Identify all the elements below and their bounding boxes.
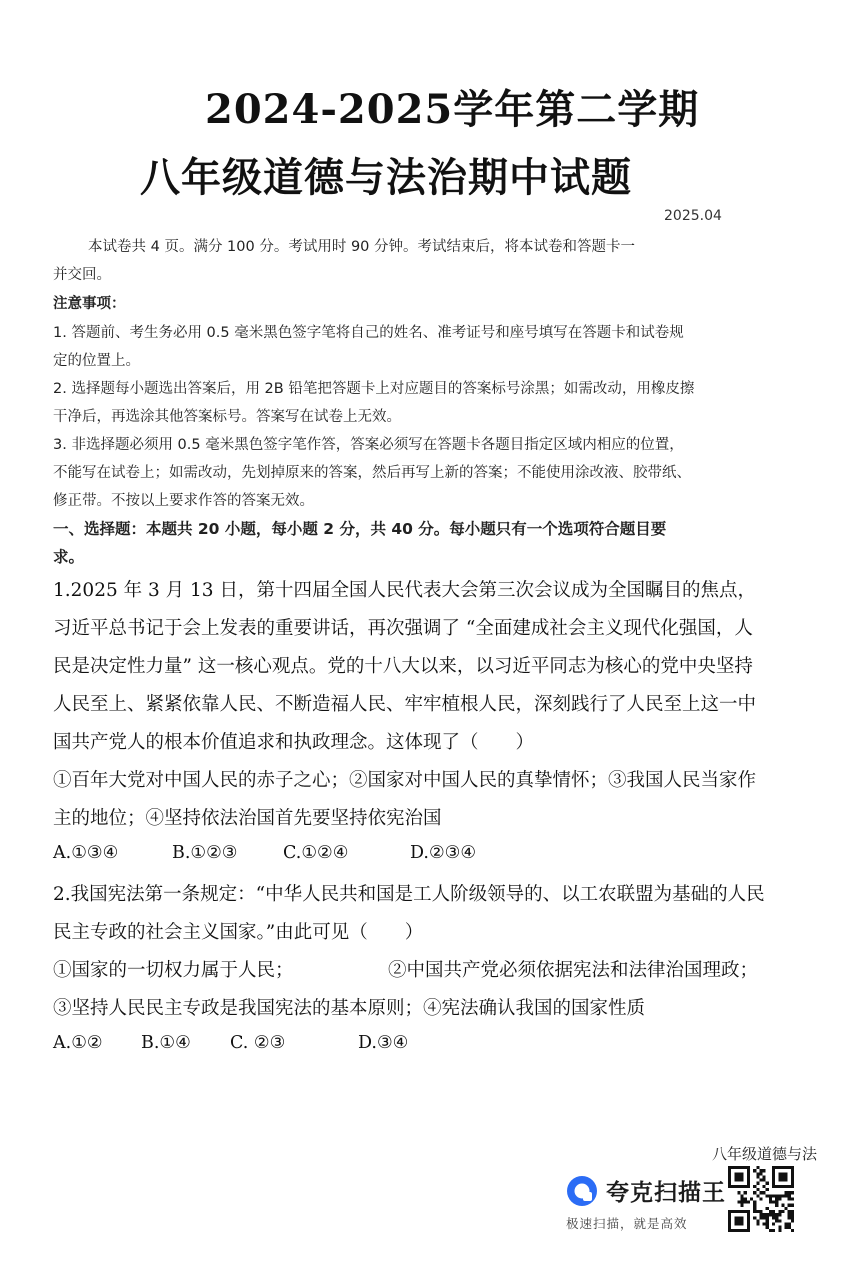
q2-line: 2.我国宪法第一条规定：“中华人民共和国是工人阶级领导的、以工农联盟为基础的人民: [53, 884, 765, 905]
notice-heading: 注意事项：: [53, 296, 126, 312]
exam-title-line2: 八年级道德与法治期中试题: [140, 154, 632, 201]
q1-line: 人民至上、紧紧依靠人民、不断造福人民、牢牢植根人民，深刻践行了人民至上这一中: [53, 694, 757, 715]
q1-option-c: C.①②④: [283, 843, 349, 863]
q1-option-a: A.①③④: [53, 843, 119, 863]
q2-option-c: C. ②③: [230, 1033, 286, 1053]
notice-line: 修正带。不按以上要求作答的答案无效。: [53, 493, 314, 509]
exam-date: 2025.04: [664, 208, 722, 224]
section-heading-line2: 求。: [53, 548, 85, 566]
quark-logo-icon: [566, 1175, 598, 1207]
footer-running-title: 八年级道德与法: [712, 1145, 818, 1163]
q2-statement-a: ①国家的一切权力属于人民；: [53, 960, 294, 981]
notice-line: 1. 答题前、考生务必用 0.5 毫米黑色签字笔将自己的姓名、准考证号和座号填写在答题卡和试卷规: [53, 325, 684, 341]
section-heading-line1: 一、选择题：本题共 20 小题，每小题 2 分，共 40 分。每小题只有一个选项符合题目要: [53, 520, 667, 538]
brand-name: 夸克扫描王: [606, 1180, 726, 1206]
notice-line: 不能写在试卷上；如需改动，先划掉原来的答案，然后再写上新的答案；不能使用涂改液、胶带纸、: [53, 465, 691, 481]
notice-line: 定的位置上。: [53, 353, 140, 369]
q2-option-a: A.①②: [53, 1033, 103, 1053]
q1-line: 主的地位；④坚持依法治国首先要坚持依宪治国: [53, 808, 442, 829]
qr-code-icon: [728, 1166, 794, 1232]
brand-slogan: 极速扫描，就是高效: [566, 1216, 688, 1231]
q2-option-b: B.①④: [141, 1033, 191, 1053]
q2-line: 民主专政的社会主义国家。”由此可见（ ）: [53, 922, 424, 943]
intro-line2: 并交回。: [53, 267, 111, 283]
intro-line1: 本试卷共 4 页。满分 100 分。考试用时 90 分钟。考试结束后，将本试卷和答题卡一: [88, 239, 636, 255]
q1-option-d: D.②③④: [410, 843, 477, 863]
q1-line: 民是决定性力量” 这一核心观点。党的十八大以来，以习近平同志为核心的党中央坚持: [53, 656, 753, 677]
q1-line: 国共产党人的根本价值追求和执政理念。这体现了（ ）: [53, 732, 535, 753]
notice-line: 干净后，再选涂其他答案标号。答案写在试卷上无效。: [53, 409, 401, 425]
q2-statement-b: ②中国共产党必须依据宪法和法律治国理政；: [388, 960, 759, 981]
notice-line: 2. 选择题每小题选出答案后，用 2B 铅笔把答题卡上对应题目的答案标号涂黑；如需改动，用橡皮擦: [53, 381, 695, 397]
q1-option-b: B.①②③: [172, 843, 238, 863]
exam-title-line1: 2024-2025学年第二学期: [205, 86, 700, 133]
q2-option-d: D.③④: [358, 1033, 409, 1053]
notice-line: 3. 非选择题必须用 0.5 毫米黑色签字笔作答，答案必须写在答题卡各题目指定区域内相应的位置，: [53, 437, 684, 453]
q2-statement-c: ③坚持人民民主专政是我国宪法的基本原则；④宪法确认我国的国家性质: [53, 998, 646, 1019]
scanner-watermark: [566, 1167, 736, 1237]
q1-line: ①百年大党对中国人民的赤子之心；②国家对中国人民的真挚情怀；③我国人民当家作: [53, 770, 757, 791]
q1-line: 1.2025 年 3 月 13 日，第十四届全国人民代表大会第三次会议成为全国瞩目的焦点，: [53, 580, 756, 601]
q1-line: 习近平总书记于会上发表的重要讲话，再次强调了 “全面建成社会主义现代化强国，人: [53, 618, 753, 639]
